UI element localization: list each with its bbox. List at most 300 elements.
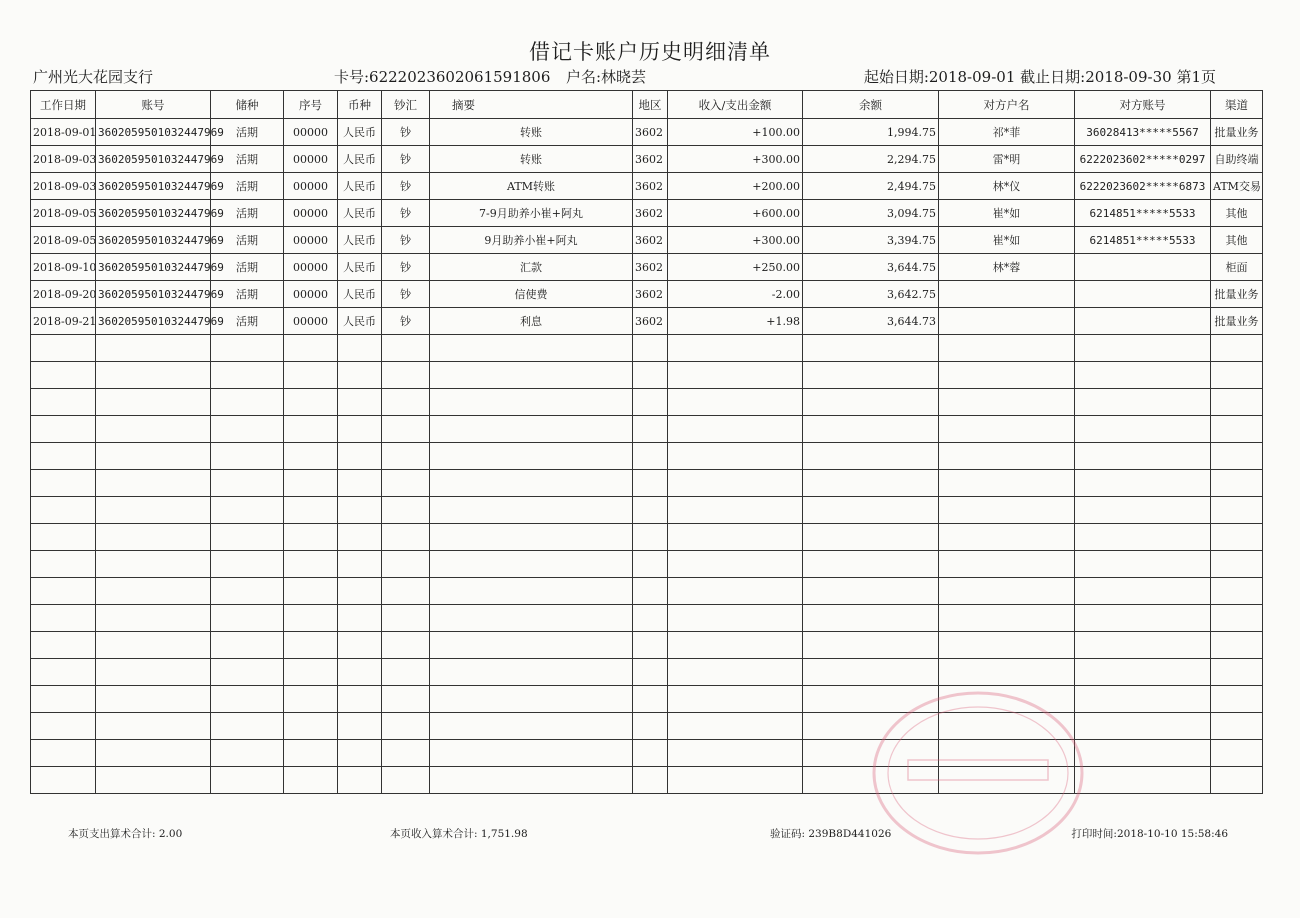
empty-cell: [1075, 659, 1211, 686]
cell-seq-no: 00000: [284, 281, 338, 308]
cell-counterparty-name: 崔*如: [939, 200, 1075, 227]
cell-region: 3602: [633, 146, 668, 173]
empty-cell: [338, 416, 382, 443]
empty-cell: [1075, 713, 1211, 740]
cell-seq-no: 00000: [284, 254, 338, 281]
cell-channel: 其他: [1211, 227, 1263, 254]
empty-cell: [1075, 740, 1211, 767]
cell-account-no: 3602059501032447969: [96, 308, 211, 335]
cell-work-date: 2018-09-10: [31, 254, 96, 281]
cell-amount: -2.00: [668, 281, 803, 308]
col-header: 钞汇: [382, 91, 430, 119]
empty-cell: [939, 443, 1075, 470]
empty-cell: [1211, 740, 1263, 767]
empty-cell: [284, 578, 338, 605]
cell-balance: 3,642.75: [803, 281, 939, 308]
empty-cell: [1075, 632, 1211, 659]
table-row: [31, 308, 1263, 335]
empty-cell: [382, 632, 430, 659]
cell-counterparty-account: 6222023602*****6873: [1075, 173, 1211, 200]
empty-cell: [382, 578, 430, 605]
col-header: 收入/支出金额: [668, 91, 803, 119]
empty-cell: [96, 362, 211, 389]
empty-cell: [96, 578, 211, 605]
empty-cell: [1211, 389, 1263, 416]
cell-currency: 人民币: [338, 227, 382, 254]
empty-table-row: [31, 416, 1263, 443]
cell-counterparty-name: 雷*明: [939, 146, 1075, 173]
empty-cell: [382, 416, 430, 443]
empty-cell: [96, 497, 211, 524]
empty-cell: [633, 335, 668, 362]
empty-cell: [668, 389, 803, 416]
empty-cell: [668, 740, 803, 767]
empty-cell: [211, 335, 284, 362]
col-header: 对方户名: [939, 91, 1075, 119]
empty-cell: [1211, 551, 1263, 578]
empty-cell: [96, 470, 211, 497]
cell-summary: 利息: [430, 308, 633, 335]
cell-seq-no: 00000: [284, 227, 338, 254]
account-holder: 户名:林晓芸: [566, 68, 647, 86]
empty-cell: [803, 497, 939, 524]
empty-cell: [430, 551, 633, 578]
empty-table-row: [31, 524, 1263, 551]
empty-table-row: [31, 632, 1263, 659]
empty-cell: [633, 551, 668, 578]
cell-currency: 人民币: [338, 281, 382, 308]
empty-cell: [430, 713, 633, 740]
empty-cell: [430, 632, 633, 659]
empty-cell: [211, 416, 284, 443]
cell-cash-remit: 钞: [382, 308, 430, 335]
empty-cell: [939, 470, 1075, 497]
empty-cell: [96, 335, 211, 362]
empty-cell: [668, 605, 803, 632]
empty-cell: [382, 551, 430, 578]
empty-cell: [803, 551, 939, 578]
col-header: 币种: [338, 91, 382, 119]
cell-deposit-type: 活期: [211, 146, 284, 173]
empty-cell: [338, 524, 382, 551]
verification-code: 验证码: 239B8D441026: [770, 828, 892, 840]
cell-account-no: 3602059501032447969: [96, 200, 211, 227]
cell-counterparty-name: 祁*菲: [939, 119, 1075, 146]
empty-cell: [939, 416, 1075, 443]
empty-cell: [211, 605, 284, 632]
empty-cell: [284, 443, 338, 470]
empty-cell: [31, 605, 96, 632]
empty-cell: [1211, 362, 1263, 389]
empty-cell: [803, 470, 939, 497]
empty-cell: [430, 389, 633, 416]
empty-cell: [430, 470, 633, 497]
cell-account-no: 3602059501032447969: [96, 173, 211, 200]
empty-cell: [284, 362, 338, 389]
cell-amount: +1.98: [668, 308, 803, 335]
cell-cash-remit: 钞: [382, 254, 430, 281]
empty-cell: [803, 389, 939, 416]
empty-cell: [96, 551, 211, 578]
empty-cell: [939, 524, 1075, 551]
empty-cell: [633, 443, 668, 470]
empty-cell: [1075, 578, 1211, 605]
cell-region: 3602: [633, 254, 668, 281]
empty-cell: [338, 335, 382, 362]
empty-cell: [96, 659, 211, 686]
cell-balance: 3,644.75: [803, 254, 939, 281]
cell-account-no: 3602059501032447969: [96, 254, 211, 281]
empty-cell: [382, 605, 430, 632]
empty-cell: [382, 497, 430, 524]
empty-cell: [633, 470, 668, 497]
empty-cell: [211, 470, 284, 497]
cell-region: 3602: [633, 308, 668, 335]
empty-cell: [633, 524, 668, 551]
cell-account-no: 3602059501032447969: [96, 119, 211, 146]
empty-cell: [939, 605, 1075, 632]
table-row: [31, 146, 1263, 173]
cell-cash-remit: 钞: [382, 281, 430, 308]
empty-cell: [430, 578, 633, 605]
empty-cell: [211, 686, 284, 713]
cell-amount: +250.00: [668, 254, 803, 281]
seal-center-bar: [908, 760, 1048, 780]
cell-currency: 人民币: [338, 308, 382, 335]
cell-summary: 汇款: [430, 254, 633, 281]
cell-deposit-type: 活期: [211, 200, 284, 227]
empty-table-row: [31, 443, 1263, 470]
empty-cell: [803, 335, 939, 362]
empty-cell: [284, 551, 338, 578]
empty-cell: [430, 524, 633, 551]
empty-cell: [284, 470, 338, 497]
empty-cell: [211, 524, 284, 551]
empty-table-row: [31, 389, 1263, 416]
empty-cell: [382, 524, 430, 551]
cell-cash-remit: 钞: [382, 227, 430, 254]
cell-account-no: 3602059501032447969: [96, 281, 211, 308]
cell-counterparty-account: [1075, 281, 1211, 308]
empty-cell: [1075, 767, 1211, 794]
cell-summary: 转账: [430, 146, 633, 173]
income-total: 本页收入算术合计: 1,751.98: [390, 828, 528, 840]
empty-table-row: [31, 470, 1263, 497]
cell-channel: ATM交易: [1211, 173, 1263, 200]
empty-cell: [668, 443, 803, 470]
empty-cell: [1211, 335, 1263, 362]
empty-cell: [803, 605, 939, 632]
empty-cell: [338, 659, 382, 686]
empty-cell: [31, 767, 96, 794]
empty-cell: [284, 686, 338, 713]
empty-cell: [211, 659, 284, 686]
empty-cell: [211, 578, 284, 605]
empty-cell: [1075, 389, 1211, 416]
cell-seq-no: 00000: [284, 119, 338, 146]
empty-cell: [31, 713, 96, 740]
cell-currency: 人民币: [338, 146, 382, 173]
empty-cell: [96, 686, 211, 713]
cell-work-date: 2018-09-21: [31, 308, 96, 335]
empty-cell: [382, 335, 430, 362]
cell-region: 3602: [633, 119, 668, 146]
cell-counterparty-name: 崔*如: [939, 227, 1075, 254]
empty-cell: [211, 632, 284, 659]
page-footer: [30, 826, 1262, 842]
cell-amount: +100.00: [668, 119, 803, 146]
empty-cell: [1211, 713, 1263, 740]
empty-cell: [939, 659, 1075, 686]
cell-channel: 其他: [1211, 200, 1263, 227]
seal-inner-ring: [888, 707, 1068, 839]
empty-cell: [668, 416, 803, 443]
empty-cell: [96, 767, 211, 794]
cell-summary: 9月助养小崔+阿丸: [430, 227, 633, 254]
empty-cell: [1075, 362, 1211, 389]
empty-cell: [284, 389, 338, 416]
empty-cell: [430, 740, 633, 767]
empty-cell: [382, 713, 430, 740]
empty-cell: [1211, 470, 1263, 497]
cell-balance: 2,294.75: [803, 146, 939, 173]
cell-counterparty-account: 6214851*****5533: [1075, 200, 1211, 227]
empty-cell: [338, 443, 382, 470]
cell-region: 3602: [633, 227, 668, 254]
empty-cell: [338, 497, 382, 524]
empty-cell: [633, 632, 668, 659]
cell-cash-remit: 钞: [382, 200, 430, 227]
empty-cell: [1075, 605, 1211, 632]
empty-table-row: [31, 659, 1263, 686]
empty-cell: [211, 389, 284, 416]
cell-currency: 人民币: [338, 173, 382, 200]
empty-cell: [939, 578, 1075, 605]
cell-account-no: 3602059501032447969: [96, 146, 211, 173]
cell-deposit-type: 活期: [211, 254, 284, 281]
empty-cell: [284, 524, 338, 551]
cell-account-no: 3602059501032447969: [96, 227, 211, 254]
col-header: 摘要: [430, 91, 633, 119]
cell-counterparty-name: [939, 308, 1075, 335]
empty-cell: [382, 470, 430, 497]
empty-cell: [430, 686, 633, 713]
empty-cell: [939, 335, 1075, 362]
empty-cell: [284, 335, 338, 362]
cell-region: 3602: [633, 200, 668, 227]
empty-cell: [668, 578, 803, 605]
cell-work-date: 2018-09-03: [31, 173, 96, 200]
empty-cell: [1075, 524, 1211, 551]
empty-cell: [96, 632, 211, 659]
cell-work-date: 2018-09-01: [31, 119, 96, 146]
cell-channel: 柜面: [1211, 254, 1263, 281]
empty-cell: [668, 767, 803, 794]
empty-cell: [284, 632, 338, 659]
empty-cell: [211, 443, 284, 470]
empty-cell: [803, 443, 939, 470]
empty-cell: [338, 389, 382, 416]
empty-cell: [803, 524, 939, 551]
print-time: 打印时间:2018-10-10 15:58:46: [1071, 828, 1228, 840]
empty-cell: [382, 767, 430, 794]
empty-cell: [939, 389, 1075, 416]
cell-balance: 2,494.75: [803, 173, 939, 200]
cell-seq-no: 00000: [284, 308, 338, 335]
empty-cell: [338, 740, 382, 767]
empty-cell: [211, 767, 284, 794]
cell-region: 3602: [633, 281, 668, 308]
cell-summary: 7-9月助养小崔+阿丸: [430, 200, 633, 227]
col-header: 余额: [803, 91, 939, 119]
empty-cell: [211, 497, 284, 524]
empty-cell: [338, 578, 382, 605]
empty-cell: [338, 605, 382, 632]
empty-cell: [338, 470, 382, 497]
empty-cell: [1211, 686, 1263, 713]
empty-cell: [939, 551, 1075, 578]
empty-cell: [1075, 686, 1211, 713]
empty-cell: [939, 632, 1075, 659]
empty-cell: [382, 362, 430, 389]
empty-cell: [31, 497, 96, 524]
empty-cell: [96, 605, 211, 632]
empty-cell: [31, 416, 96, 443]
empty-cell: [31, 389, 96, 416]
empty-cell: [803, 362, 939, 389]
empty-cell: [633, 389, 668, 416]
empty-cell: [633, 740, 668, 767]
cell-balance: 1,994.75: [803, 119, 939, 146]
empty-cell: [31, 659, 96, 686]
table-header-row: [31, 91, 1263, 119]
statement-header: [30, 66, 1262, 88]
col-header: 地区: [633, 91, 668, 119]
cell-region: 3602: [633, 173, 668, 200]
cell-counterparty-account: 6214851*****5533: [1075, 227, 1211, 254]
empty-cell: [96, 740, 211, 767]
empty-cell: [633, 605, 668, 632]
col-header: 账号: [96, 91, 211, 119]
empty-table-row: [31, 497, 1263, 524]
cell-balance: 3,644.73: [803, 308, 939, 335]
empty-cell: [382, 659, 430, 686]
empty-cell: [96, 524, 211, 551]
col-header: 渠道: [1211, 91, 1263, 119]
empty-cell: [96, 416, 211, 443]
empty-cell: [382, 686, 430, 713]
empty-cell: [211, 362, 284, 389]
cell-currency: 人民币: [338, 200, 382, 227]
empty-cell: [633, 767, 668, 794]
empty-cell: [1075, 551, 1211, 578]
cell-cash-remit: 钞: [382, 119, 430, 146]
empty-cell: [668, 632, 803, 659]
cell-cash-remit: 钞: [382, 146, 430, 173]
empty-cell: [1211, 524, 1263, 551]
cell-counterparty-account: [1075, 254, 1211, 281]
empty-cell: [211, 551, 284, 578]
empty-cell: [1211, 578, 1263, 605]
empty-cell: [284, 713, 338, 740]
expense-total: 本页支出算术合计: 2.00: [68, 828, 183, 840]
table-row: [31, 254, 1263, 281]
cell-counterparty-account: 6222023602*****0297: [1075, 146, 1211, 173]
empty-cell: [633, 497, 668, 524]
empty-cell: [284, 416, 338, 443]
empty-cell: [668, 497, 803, 524]
col-header: 工作日期: [31, 91, 96, 119]
empty-cell: [338, 362, 382, 389]
cell-counterparty-name: 林*蓉: [939, 254, 1075, 281]
empty-table-row: [31, 578, 1263, 605]
cell-balance: 3,094.75: [803, 200, 939, 227]
empty-cell: [338, 632, 382, 659]
document-title: 借记卡账户历史明细清单: [529, 40, 771, 64]
cell-work-date: 2018-09-20: [31, 281, 96, 308]
cell-deposit-type: 活期: [211, 227, 284, 254]
empty-cell: [31, 362, 96, 389]
table-row: [31, 200, 1263, 227]
col-header: 对方账号: [1075, 91, 1211, 119]
empty-cell: [430, 605, 633, 632]
empty-cell: [1211, 497, 1263, 524]
col-header: 储种: [211, 91, 284, 119]
empty-cell: [284, 497, 338, 524]
empty-cell: [430, 659, 633, 686]
empty-cell: [284, 605, 338, 632]
empty-cell: [1075, 416, 1211, 443]
empty-cell: [31, 470, 96, 497]
cell-counterparty-name: 林*仪: [939, 173, 1075, 200]
empty-cell: [284, 659, 338, 686]
empty-cell: [382, 740, 430, 767]
cell-deposit-type: 活期: [211, 173, 284, 200]
cell-work-date: 2018-09-03: [31, 146, 96, 173]
table-row: [31, 119, 1263, 146]
empty-cell: [96, 443, 211, 470]
empty-cell: [430, 362, 633, 389]
table-row: [31, 173, 1263, 200]
empty-cell: [31, 551, 96, 578]
empty-cell: [668, 524, 803, 551]
empty-cell: [803, 416, 939, 443]
cell-currency: 人民币: [338, 254, 382, 281]
cell-currency: 人民币: [338, 119, 382, 146]
empty-cell: [1075, 443, 1211, 470]
table-row: [31, 281, 1263, 308]
empty-cell: [338, 713, 382, 740]
empty-cell: [31, 335, 96, 362]
cell-deposit-type: 活期: [211, 119, 284, 146]
empty-cell: [211, 740, 284, 767]
table-row: [31, 227, 1263, 254]
empty-cell: [430, 497, 633, 524]
empty-cell: [939, 362, 1075, 389]
empty-table-row: [31, 335, 1263, 362]
cell-amount: +200.00: [668, 173, 803, 200]
empty-cell: [1211, 632, 1263, 659]
empty-cell: [211, 713, 284, 740]
empty-cell: [633, 362, 668, 389]
empty-table-row: [31, 605, 1263, 632]
empty-cell: [1211, 767, 1263, 794]
date-range-page: 起始日期:2018-09-01 截止日期:2018-09-30 第1页: [863, 68, 1216, 86]
cell-channel: 自助终端: [1211, 146, 1263, 173]
cell-seq-no: 00000: [284, 173, 338, 200]
empty-cell: [668, 713, 803, 740]
empty-cell: [96, 713, 211, 740]
